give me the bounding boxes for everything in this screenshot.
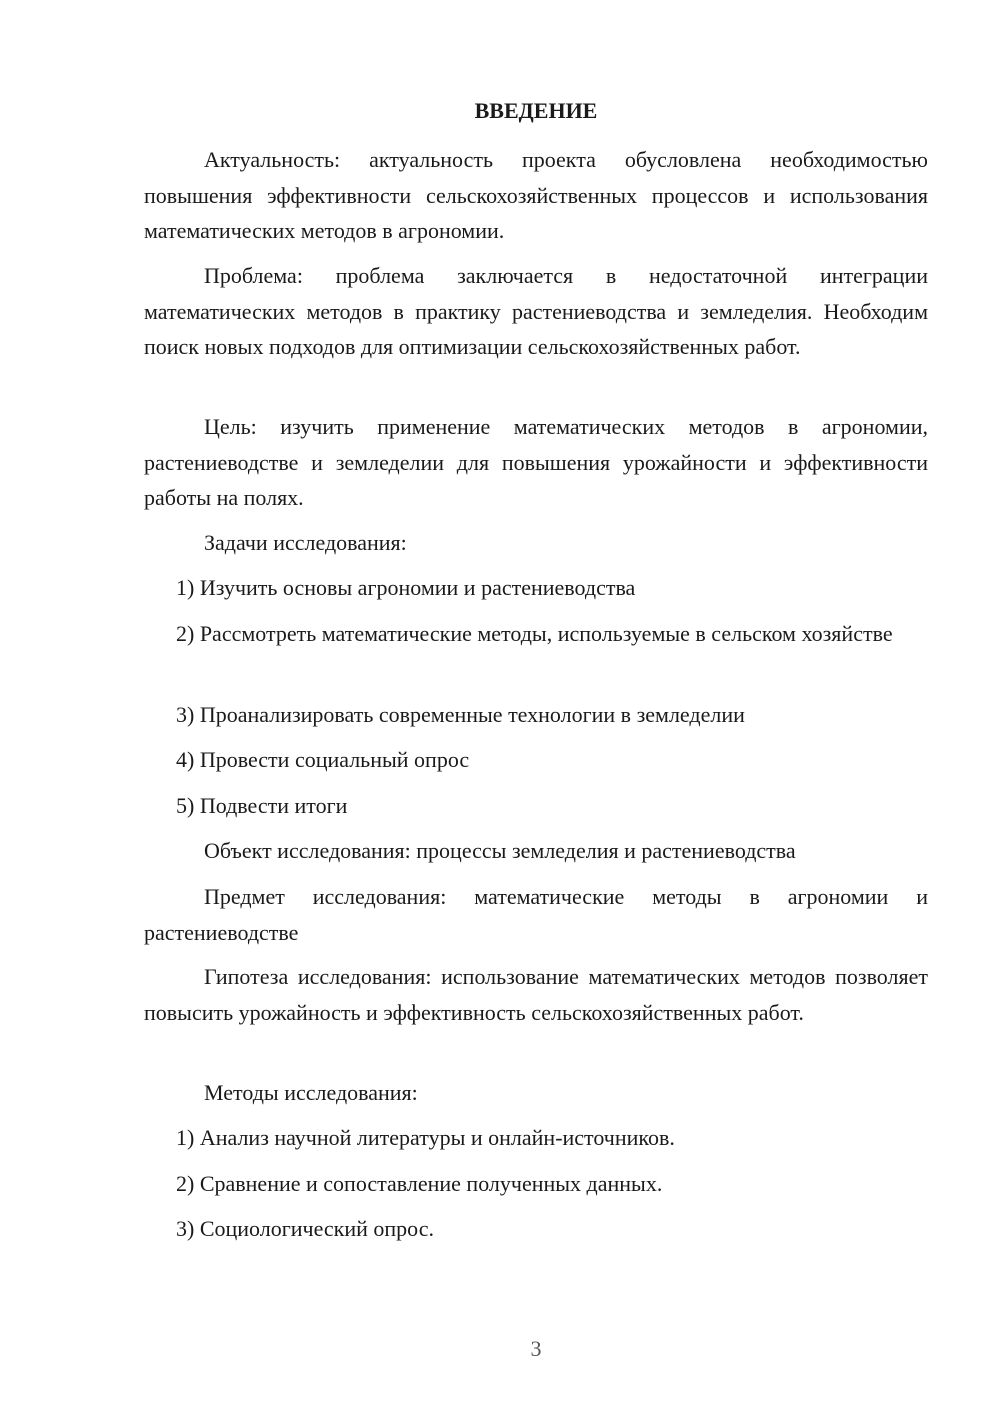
method-item-1: 1) Анализ научной литературы и онлайн-источников. — [176, 1125, 675, 1150]
task-item-1: 1) Изучить основы агрономии и растениеводства — [176, 575, 636, 600]
paragraph-problem: Проблема: проблема заключается в недостаточной интеграции математических методов в практику растениеводства и земледелия. Необходим поиск новых подходов для оптимизации сельскохозяйственных работ. — [144, 263, 928, 359]
methods-heading: Методы исследования: — [204, 1080, 418, 1105]
method-item-3: 3) Социологический опрос. — [176, 1216, 434, 1241]
paragraph-goal: Цель: изучить применение математических методов в агрономии, растениеводстве и земледелии для повышения урожайности и эффективности работы на полях. — [144, 414, 928, 510]
task-item-5: 5) Подвести итоги — [176, 793, 348, 818]
task-item-2: 2) Рассмотреть математические методы, используемые в сельском хозяйстве — [176, 621, 893, 646]
section-heading: ВВЕДЕНИЕ — [474, 98, 598, 123]
method-item-2: 2) Сравнение и сопоставление полученных данных. — [176, 1171, 663, 1196]
page-number: 3 — [530, 1336, 542, 1361]
paragraph-relevance: Актуальность: актуальность проекта обусловлена необходимостью повышения эффективности сельскохозяйственных процессов и использования математических методов в агрономии. — [144, 147, 928, 243]
task-item-3: 3) Проанализировать современные технологии в земледелии — [176, 702, 745, 727]
paragraph-object: Объект исследования: процессы земледелия и растениеводства — [204, 838, 796, 863]
tasks-heading: Задачи исследования: — [204, 530, 407, 555]
task-item-4: 4) Провести социальный опрос — [176, 747, 470, 772]
paragraph-subject: Предмет исследования: математические методы в агрономии и растениеводстве — [144, 884, 928, 945]
paragraph-hypothesis: Гипотеза исследования: использование математических методов позволяет повысить урожайность и эффективность сельскохозяйственных работ. — [144, 964, 928, 1025]
